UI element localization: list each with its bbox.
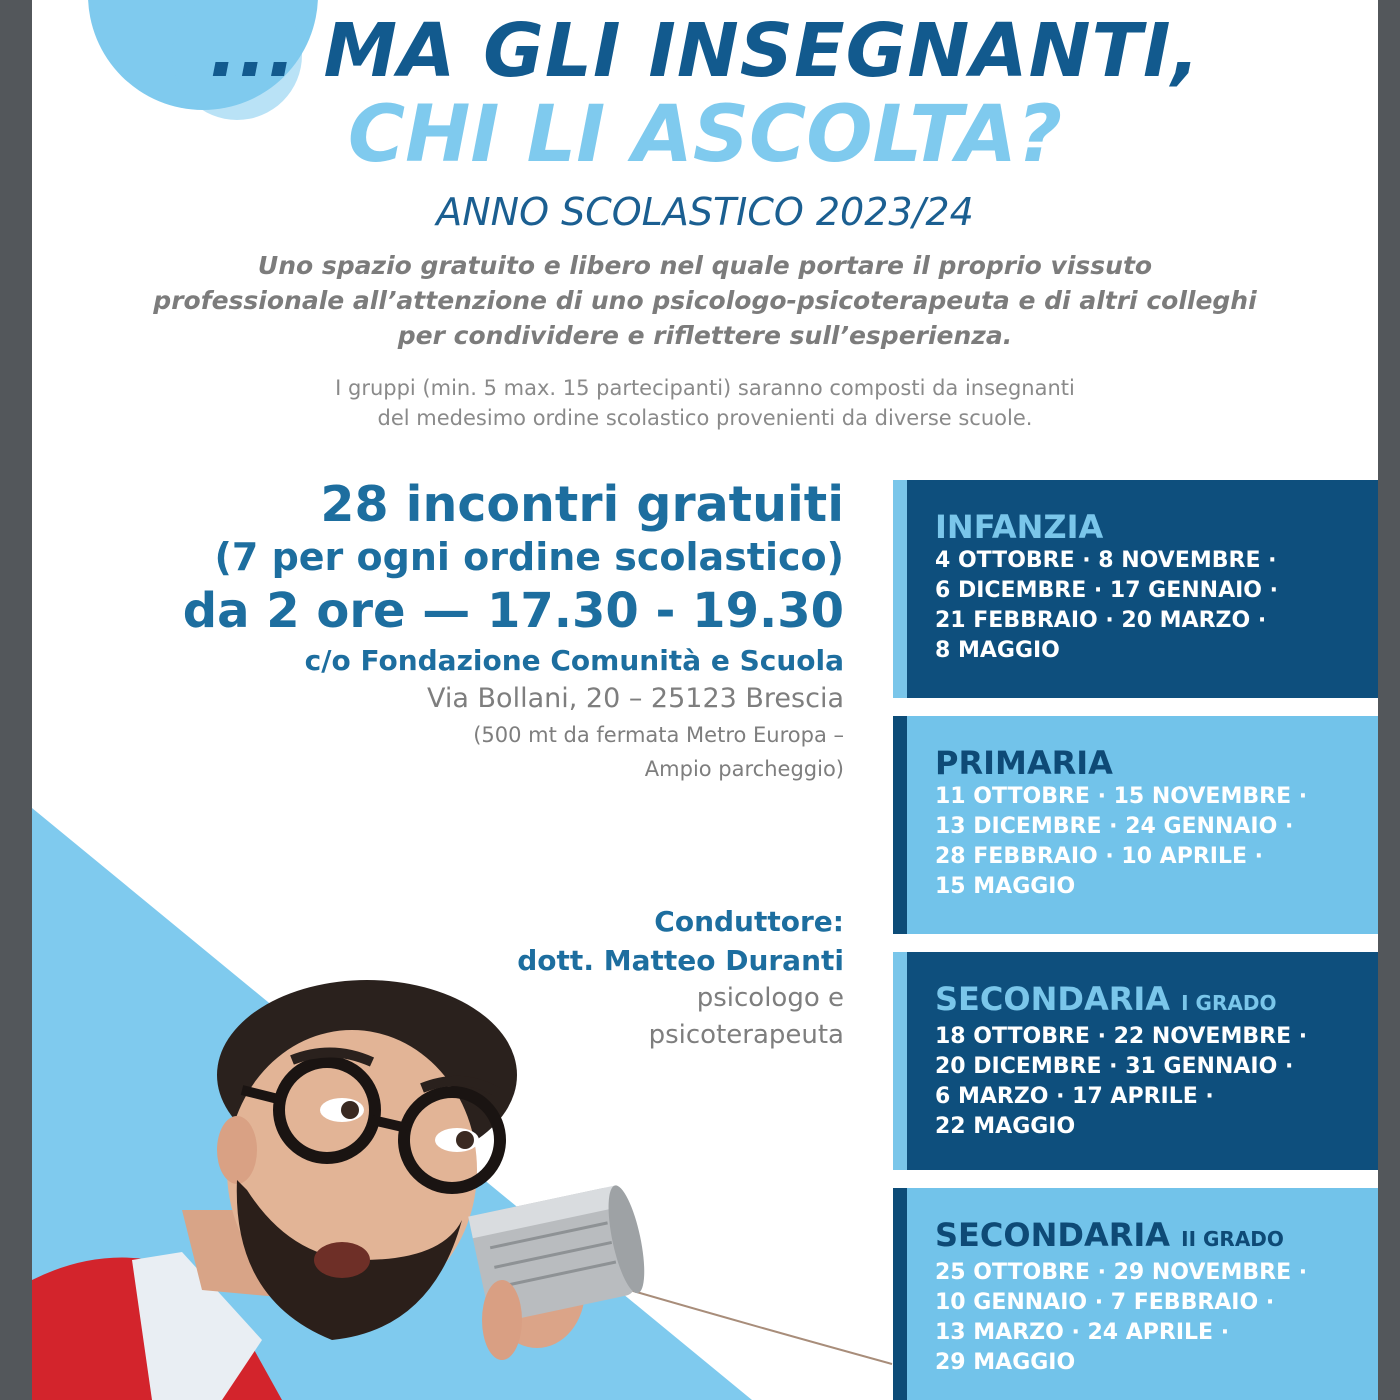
schedule-card-secondaria-ii-grado [893,1188,1378,1400]
schedule-date-line: 25 OTTOBRE · 29 NOVEMBRE · [935,1260,1308,1285]
venue-address: Via Bollani, 20 – 25123 Brescia [427,683,844,714]
schedule-date-line: 20 DICEMBRE · 31 GENNAIO · [935,1054,1294,1079]
venue-note: Ampio parcheggio) [644,757,844,781]
schedule-date-line: 4 OTTOBRE · 8 NOVEMBRE · [935,548,1277,573]
intro-line: professionale all’attenzione di uno psicologo-psicoterapeuta e di altri colleghi [153,286,1257,315]
schedule-card-title-text: SECONDARIA [935,1216,1171,1254]
intro-line: Uno spazio gratuito e libero nel quale portare il proprio vissuto [257,251,1153,280]
schedule-date-line: 8 MAGGIO [935,638,1060,663]
schedule-date-line: 13 DICEMBRE · 24 GENNAIO · [935,814,1294,839]
meetings-per-order: (7 per ogni ordine scolastico) [214,535,844,579]
schedule-date-line: 13 MARZO · 24 APRILE · [935,1320,1230,1345]
meetings-info [92,478,844,786]
intro-paragraph [72,248,1338,353]
schedule-card-title-text: PRIMARIA [935,744,1113,782]
venue-note: (500 mt da fermata Metro Europa – [473,723,844,747]
schedule-card-title [935,510,1368,544]
schedule-card-grade: II GRADO [1181,1227,1284,1251]
schedule-date-line: 29 MAGGIO [935,1350,1076,1375]
man-with-tin-can-photo [32,960,912,1400]
schedule-date-line: 28 FEBBRAIO · 10 APRILE · [935,844,1264,869]
schedule-date-line: 6 MARZO · 17 APRILE · [935,1084,1214,1109]
schedule-card-title [935,746,1368,780]
schedule-card-grade: I GRADO [1181,991,1277,1015]
schedule-date-line: 6 DICEMBRE · 17 GENNAIO · [935,578,1279,603]
schedule-date-line: 22 MAGGIO [935,1114,1076,1139]
venue-name: c/o Fondazione Comunità e Scuola [304,644,844,677]
intro-line: per condividere e riflettere sull’esperienza. [397,321,1013,350]
groups-note [72,373,1338,433]
schedule-card-title [935,982,1368,1020]
leader-label: Conduttore: [654,905,844,938]
schedule-card-title [935,1218,1368,1256]
meetings-count: 28 incontri gratuiti [320,476,844,533]
schedule-date-line: 11 OTTOBRE · 15 NOVEMBRE · [935,784,1308,809]
leader-role: psicoterapeuta [648,1020,844,1050]
schedule-card-secondaria-i-grado [893,952,1378,1170]
schedule-dates [935,1258,1368,1378]
meetings-time: da 2 ore — 17.30 - 19.30 [182,583,844,639]
title-line-2: CHI LI ASCOLTA? [347,90,1063,180]
groups-note-line: I gruppi (min. 5 max. 15 partecipanti) saranno composti da insegnanti [335,376,1075,400]
leader-role: psicologo e [696,983,844,1013]
schedule-dates [935,782,1368,902]
schedule-card-primaria [893,716,1378,934]
schedule-card-infanzia [893,480,1378,698]
schedule-date-line: 15 MAGGIO [935,874,1076,899]
flyer-page [32,0,1378,1400]
title-line-1: ... MA GLI INSEGNANTI, [209,8,1201,94]
schedule-dates [935,1022,1368,1142]
schedule-date-line: 10 GENNAIO · 7 FEBBRAIO · [935,1290,1275,1315]
schedule-dates [935,546,1368,666]
schedule-card-title-text: SECONDARIA [935,980,1171,1018]
schedule-date-line: 18 OTTOBRE · 22 NOVEMBRE · [935,1024,1308,1049]
school-year-subtitle: ANNO SCOLASTICO 2023/24 [436,190,974,234]
schedule-date-line: 21 FEBBRAIO · 20 MARZO · [935,608,1267,633]
leader-name: dott. Matteo Duranti [517,944,844,977]
schedule-card-title-text: INFANZIA [935,508,1104,546]
groups-note-line: del medesimo ordine scolastico provenienti da diverse scuole. [377,406,1033,430]
